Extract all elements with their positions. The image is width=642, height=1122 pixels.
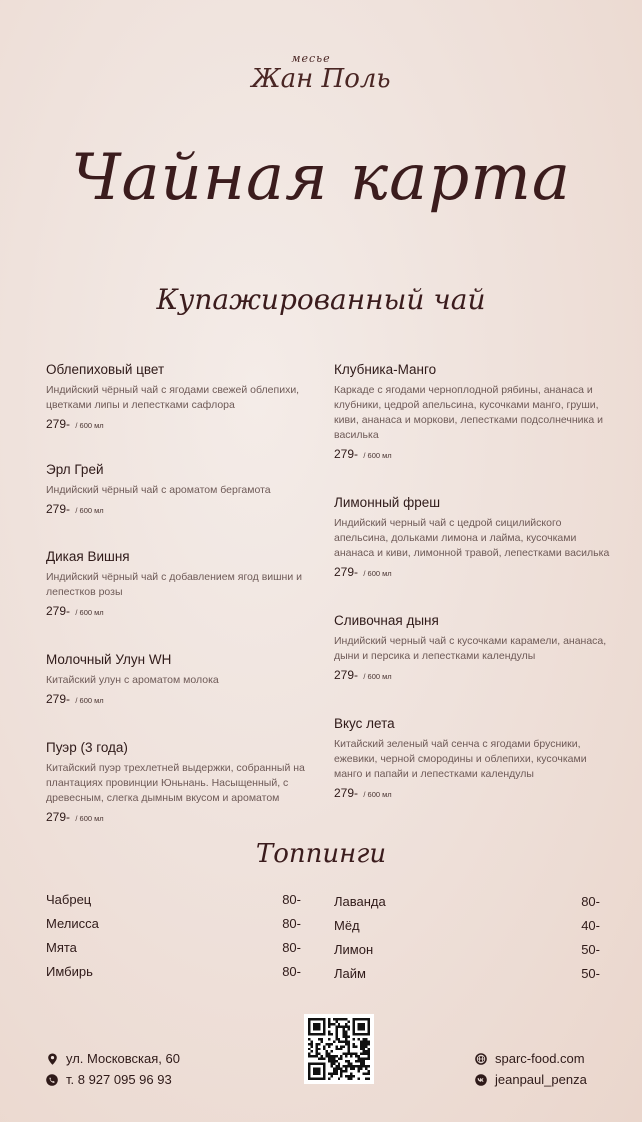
tea-volume: / 600 мл: [75, 421, 104, 430]
tea-list-left: [46, 362, 331, 827]
tea-price-row: [334, 564, 614, 582]
globe-icon: [475, 1053, 487, 1065]
topping-name: Имбирь: [46, 964, 93, 979]
tea-item: [46, 549, 331, 621]
topping-name: Лимон: [334, 942, 374, 957]
toppings-list-left: [46, 891, 301, 987]
page-title: Чайная карта: [70, 141, 572, 215]
tea-name: Облепиховый цвет: [46, 362, 165, 377]
tea-price-row: [46, 416, 331, 434]
website-link[interactable]: sparc-food.com: [495, 1050, 585, 1066]
toppings-list-right: [334, 893, 600, 989]
tea-price: 279-: [334, 668, 359, 682]
topping-item: [334, 917, 600, 941]
tea-item: [334, 716, 614, 803]
address-row: [46, 1048, 180, 1069]
qr-code[interactable]: [304, 1014, 374, 1084]
tea-item: [334, 495, 614, 582]
tea-description: Китайский зеленый чай сенча с ягодами брусники, ежевики, черной смородины и облепихи, кусочками манго и папайи и лепестками календулы: [334, 738, 587, 780]
topping-price: 80-: [282, 964, 301, 979]
topping-name: Лаванда: [334, 894, 386, 909]
tea-price: 279-: [46, 502, 71, 516]
tea-volume: / 600 мл: [75, 696, 104, 705]
topping-item: [334, 965, 600, 989]
brand-logo: [0, 52, 642, 93]
tea-description: Индийский черный чай с кусочками карамели, ананаса, дыни и персика и лепестками календулы: [334, 635, 607, 662]
topping-item: [46, 915, 301, 939]
tea-name: Клубника-Манго: [334, 362, 437, 377]
tea-description: Каркаде с ягодами черноплодной рябины, ананаса и клубники, цедрой апельсина, кусочками манго, груши, киви, ананаса и моркови, лепестками подсолнечника и василька: [334, 384, 603, 441]
tea-list-right: [334, 362, 614, 803]
tea-price: 279-: [46, 810, 71, 824]
section-title-blended-tea: Купажированный чай: [156, 283, 486, 316]
section-title-toppings: Топпинги: [255, 839, 387, 869]
topping-price: 80-: [282, 916, 301, 931]
tea-price-row: [46, 691, 331, 709]
topping-item: [334, 941, 600, 965]
topping-price: 50-: [581, 942, 600, 957]
logo-small-text: месье: [291, 52, 331, 65]
tea-price-row: [46, 809, 331, 827]
contacts-right: [475, 1048, 587, 1090]
tea-price: 279-: [46, 417, 71, 431]
tea-price: 279-: [334, 447, 359, 461]
tea-description: Индийский чёрный чай с добавлением ягод вишни и лепестков розы: [46, 571, 303, 598]
tea-volume: / 600 мл: [75, 506, 104, 515]
tea-item: [46, 652, 331, 709]
tea-description: Китайский улун с ароматом молока: [46, 674, 219, 686]
tea-description: Индийский черный чай с цедрой сицилийского апельсина, дольками лимона и лайма, кусочками ананаса и киви, лимонной травой, лепестками василька: [334, 517, 610, 559]
tea-volume: / 600 мл: [363, 790, 392, 799]
tea-description: Индийский чёрный чай с ягодами свежей облепихи, цветками липы и лепестками сафлора: [46, 384, 300, 411]
topping-item: [46, 939, 301, 963]
topping-item: [46, 891, 301, 915]
tea-name: Сливочная дыня: [334, 613, 439, 628]
vk-link[interactable]: jeanpaul_penza: [495, 1071, 587, 1087]
phone-text[interactable]: т. 8 927 095 96 93: [66, 1071, 172, 1087]
phone-icon: [46, 1074, 58, 1086]
topping-price: 80-: [581, 894, 600, 909]
tea-price: 279-: [334, 565, 359, 579]
tea-price-row: [334, 785, 614, 803]
website-row: [475, 1048, 587, 1069]
topping-price: 40-: [581, 918, 600, 933]
phone-row: [46, 1069, 180, 1090]
tea-price-row: [334, 446, 614, 464]
tea-price: 279-: [334, 786, 359, 800]
topping-item: [334, 893, 600, 917]
address-text: ул. Московская, 60: [66, 1050, 180, 1066]
vk-icon: [475, 1074, 487, 1086]
tea-volume: / 600 мл: [363, 451, 392, 460]
tea-name: Лимонный фреш: [334, 495, 441, 510]
tea-price-row: [334, 667, 614, 685]
topping-price: 80-: [282, 892, 301, 907]
tea-description: Индийский чёрный чай с ароматом бергамота: [46, 484, 271, 496]
tea-item: [46, 362, 331, 434]
topping-name: Мелисса: [46, 916, 99, 931]
tea-item: [46, 740, 331, 827]
tea-name: Вкус лета: [334, 716, 395, 731]
vk-row: [475, 1069, 587, 1090]
tea-item: [334, 362, 614, 464]
topping-price: 80-: [282, 940, 301, 955]
location-pin-icon: [46, 1053, 58, 1065]
contacts-left: [46, 1048, 180, 1090]
topping-name: Мята: [46, 940, 77, 955]
tea-name: Молочный Улун WH: [46, 652, 172, 667]
topping-item: [46, 963, 301, 987]
logo-big-text: Жан Поль: [251, 64, 391, 94]
tea-name: Пуэр (3 года): [46, 740, 128, 755]
tea-price-row: [46, 501, 331, 519]
topping-price: 50-: [581, 966, 600, 981]
tea-volume: / 600 мл: [363, 569, 392, 578]
tea-item: [334, 613, 614, 685]
tea-item: [46, 462, 331, 519]
topping-name: Чабрец: [46, 892, 92, 907]
tea-volume: / 600 мл: [75, 608, 104, 617]
tea-name: Эрл Грей: [46, 462, 104, 477]
tea-price-row: [46, 603, 331, 621]
tea-volume: / 600 мл: [363, 672, 392, 681]
tea-price: 279-: [46, 692, 71, 706]
tea-description: Китайский пуэр трехлетней выдержки, собранный на плантациях провинции Юньнань. Насыщенный, с древесным, слегка дымным вкусом и ароматом: [46, 762, 305, 804]
qr-code-image: [308, 1018, 370, 1080]
tea-price: 279-: [46, 604, 71, 618]
topping-name: Мёд: [334, 918, 360, 933]
topping-name: Лайм: [334, 966, 366, 981]
tea-volume: / 600 мл: [75, 814, 104, 823]
tea-name: Дикая Вишня: [46, 549, 130, 564]
